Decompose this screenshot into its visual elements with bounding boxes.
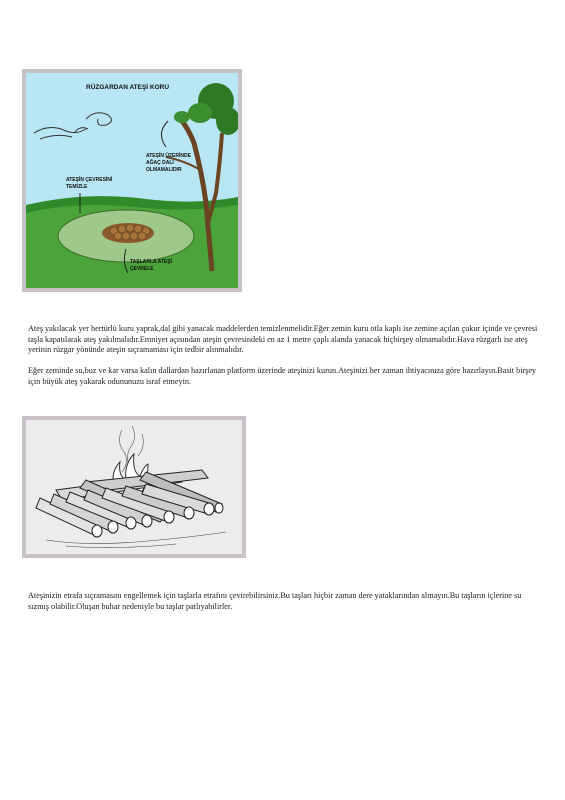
- paragraph-clearing: Ateş yakılacak yer hertürlü kuru yaprak,dal gibi yanacak maddelerden temizlenmelidir.Eğer zemin kuru otla kaplı ise zemine açılan çukur içinde ve çevresi taşla kapatılarak ateş yakılmalıdır.Emniyet açısından ateşin çevresindeki en az 1 metre çaplı alanda yanacak hiçbirşey olmamalıdır.Hava rüzgarlı ise ateş yerinin rüzgar yönünde ateşin sıçramaması için tedbir alınmalıdır.: [28, 324, 538, 355]
- wind-fire-illustration: [26, 73, 238, 288]
- paragraph-stones: Ateşinizin etrafa sıçramasını engellemek için taşlarla etrafını çevirebilirsiniz.Bu taşları hiçbir zaman dere yataklarından almayın.Bu taşların içlerine su sızmış olabilir.Oluşan buhar nedeniyle bu taşlar patlıyabilirler.: [28, 591, 522, 611]
- label-clean-line2: TEMİZLE: [66, 184, 88, 190]
- label-tree-line1: ATEŞİN ÜZERİNDE: [146, 153, 191, 159]
- label-clean-line1: ATEŞİN ÇEVRESİNİ: [66, 177, 113, 183]
- figure-log-platform: [22, 416, 246, 558]
- figure-wind-protection: [22, 69, 242, 292]
- label-stones-line2: ÇEVRELE: [130, 266, 154, 272]
- label-tree-line2: AĞAÇ DALI: [146, 160, 174, 166]
- figure-title: RÜZGARDAN ATEŞİ KORU: [86, 84, 170, 91]
- log-platform-illustration: [26, 420, 242, 554]
- paragraph-platform: Eğer zeminde su,buz ve kar varsa kalın dallardan hazırlanan platform üzerinde ateşinizi kurun.Ateşinizi her zaman ihtiyacınıza göre hazırlayın.Basit birşey için büyük ateş yakarak odununuzu israf etmeyin.: [28, 366, 537, 386]
- campfire-icon: [102, 223, 154, 243]
- logs-icon: [36, 470, 223, 537]
- label-tree-line3: OLMAMALIDIR: [146, 167, 182, 173]
- label-stones-line1: TAŞLARLA ATEŞİ: [130, 259, 172, 265]
